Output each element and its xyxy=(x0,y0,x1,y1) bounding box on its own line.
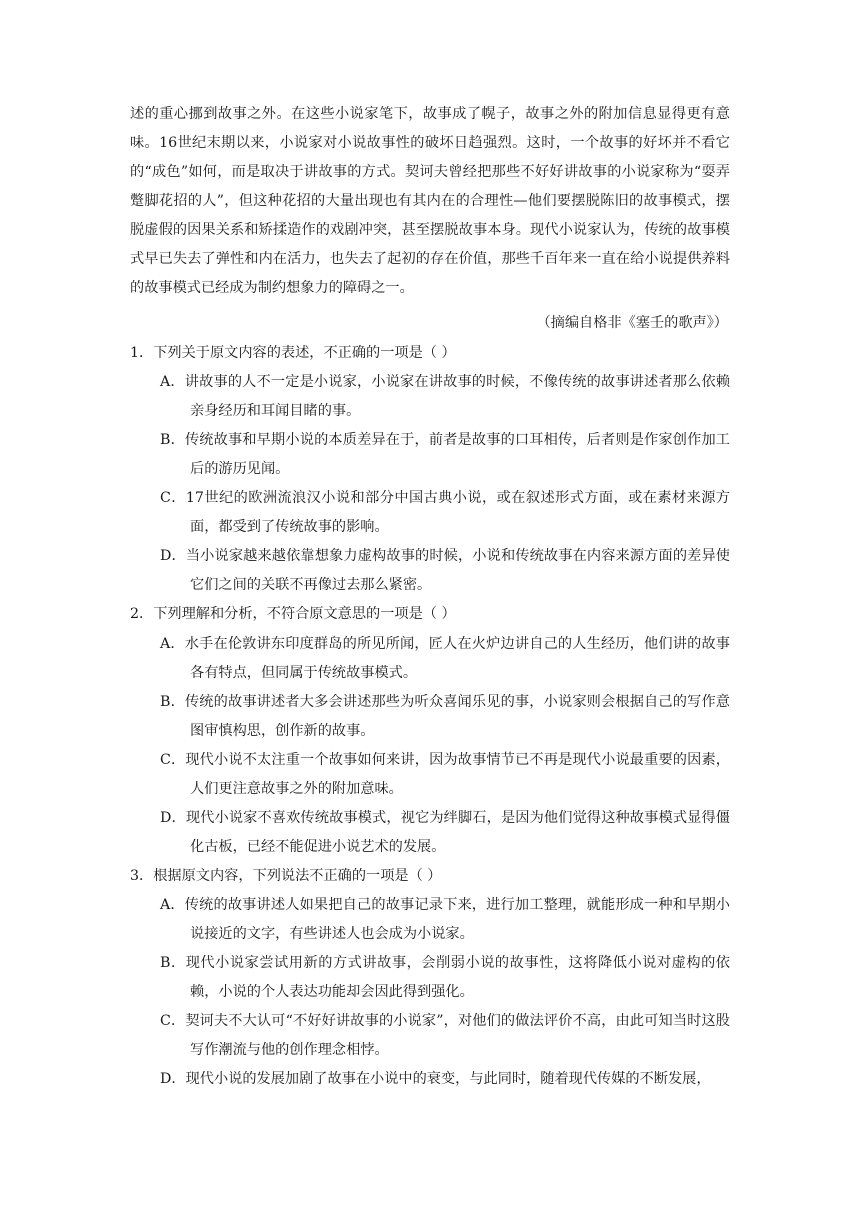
option-letter: B． xyxy=(160,432,185,448)
passage-source: （摘编自格非《塞壬的歌声》） xyxy=(536,315,728,331)
question-1-option-c[interactable] xyxy=(160,484,730,542)
option-letter: C． xyxy=(160,752,186,768)
question-1-option-d[interactable] xyxy=(160,542,730,600)
question-3-option-b[interactable] xyxy=(160,949,730,1007)
question-2-option-b[interactable] xyxy=(160,688,730,746)
option-letter: B． xyxy=(160,955,186,971)
option-text: 传统的故事讲述人如果把自己的故事记录下来，进行加工整理，就能形成一种和早期小说接近的文字，有些讲述人也会成为小说家。 xyxy=(184,897,730,942)
option-text: 讲故事的人不一定是小说家，小说家在讲故事的时候，不像传统的故事讲述者那么依赖亲身经历和耳闻目睹的事。 xyxy=(184,374,730,419)
option-letter: D． xyxy=(160,810,186,826)
question-2-option-a[interactable] xyxy=(160,630,730,688)
question-3-stem: 3．根据原文内容，下列说法不正确的一项是（ ） xyxy=(130,868,442,884)
option-letter: A． xyxy=(160,636,185,652)
reading-passage: 述的重心挪到故事之外。在这些小说家笔下，故事成了幌子，故事之外的附加信息显得更有意味。16世纪末期以来，小说家对小说故事性的破坏日趋强烈。这时，一个故事的好坏并不看它的“成色”如何，而是取决于讲故事的方式。契诃夫曾经把那些不好好讲故事的小说家称为“耍弄蹩脚花招的人”，但这种花招的大量出现也有其内在的合理性—他们要摆脱陈旧的故事模式，摆脱虚假的因果关系和矫揉造作的戏剧冲突，甚至摆脱故事本身。现代小说家认为，传统的故事模式早已失去了弹性和内在活力，也失去了起初的存在价值，那些千百年来一直在给小说提供养料的故事模式已经成为制约想象力的障碍之一。 xyxy=(130,106,730,296)
option-text: 现代小说的发展加剧了故事在小说中的衰变，与此同时，随着现代传媒的不断发展， xyxy=(185,1071,711,1087)
question-2-stem: 2．下列理解和分析，不符合原文意思的一项是（ ） xyxy=(130,606,456,622)
question-1-option-a[interactable] xyxy=(160,368,730,426)
option-letter: B． xyxy=(160,694,185,710)
question-3-option-a[interactable] xyxy=(160,891,730,949)
option-text: 传统故事和早期小说的本质差异在于，前者是故事的口耳相传，后者则是作家创作加工后的游历见闻。 xyxy=(184,432,730,477)
option-text: 传统的故事讲述者大多会讲述那些为听众喜闻乐见的事，小说家则会根据自己的写作意图审慎构思，创作新的故事。 xyxy=(184,694,730,739)
question-3-option-c[interactable] xyxy=(160,1007,730,1065)
option-letter: C． xyxy=(160,490,186,506)
option-letter: C． xyxy=(160,1013,186,1029)
option-text: 契诃夫不大认可“不好好讲故事的小说家”，对他们的做法评价不高，由此可知当时这股写作潮流与他的创作理念相悖。 xyxy=(185,1013,730,1058)
question-3-option-d[interactable] xyxy=(160,1065,730,1094)
question-2-option-d[interactable] xyxy=(160,804,730,862)
option-letter: A． xyxy=(160,374,185,390)
question-2-option-c[interactable] xyxy=(160,746,730,804)
option-text: 当小说家越来越依靠想象力虚构故事的时候，小说和传统故事在内容来源方面的差异使它们之间的关联不再像过去那么紧密。 xyxy=(185,548,730,593)
option-text: 现代小说家尝试用新的方式讲故事，会削弱小说的故事性，这将降低小说对虚构的依赖，小说的个人表达功能却会因此得到强化。 xyxy=(185,955,730,1000)
option-text: 现代小说不太注重一个故事如何来讲，因为故事情节已不再是现代小说最重要的因素，人们更注意故事之外的附加意味。 xyxy=(185,752,730,797)
option-letter: D． xyxy=(160,548,186,564)
option-text: 17世纪的欧洲流浪汉小说和部分中国古典小说，或在叙述形式方面，或在素材来源方面，都受到了传统故事的影响。 xyxy=(185,490,731,535)
option-text: 水手在伦敦讲东印度群岛的所见所闻，匠人在火炉边讲自己的人生经历，他们讲的故事各有特点，但同属于传统故事模式。 xyxy=(184,636,730,681)
question-1-stem: 1．下列关于原文内容的表述，不正确的一项是（ ） xyxy=(130,345,456,361)
question-1-option-b[interactable] xyxy=(160,426,730,484)
option-letter: D． xyxy=(160,1071,186,1087)
option-text: 现代小说家不喜欢传统故事模式，视它为绊脚石，是因为他们觉得这种故事模式显得僵化古板，已经不能促进小说艺术的发展。 xyxy=(185,810,730,855)
option-letter: A． xyxy=(160,897,185,913)
